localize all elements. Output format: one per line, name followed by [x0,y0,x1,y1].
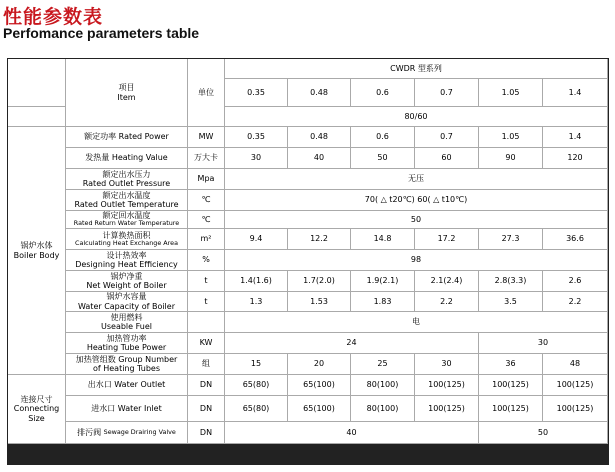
header-unit: 单位 [188,59,225,127]
page-subtitle: Perfomance parameters table [3,25,200,41]
model-cell: 0.48 [288,79,351,107]
unit-cell: % [188,250,225,271]
page-title: 性能参数表 [3,6,104,28]
row-label-tube-power: 加热管功率 Heating Tube Power [66,333,188,354]
model-cell: 0.6 [351,79,415,107]
value-cell: 65(80) [225,375,288,396]
row-label-return-temperature: 额定回水温度 Rated Return Water Temperature [66,211,188,229]
value-cell: 1.53 [288,292,351,312]
value-cell: 15 [225,354,288,375]
row-label-outlet-pressure: 额定出水压力 Rated Outlet Pressure [66,169,188,190]
value-cell: 100(125) [543,396,608,422]
header-extra: 80/60 [225,107,608,127]
unit-cell: DN [188,422,225,444]
model-cell: 1.05 [479,79,543,107]
row-label-drain-valve: 排污阀 Sewage Drairing Valve [66,422,188,444]
group-boiler-body: 锅炉水体 Boiler Body [8,127,66,375]
unit-cell: MW [188,127,225,148]
value-cell: 100(125) [543,375,608,396]
header-blank [8,59,66,107]
unit-cell: 万大卡 [188,148,225,169]
row-label-rated-power: 额定功率 Rated Power [66,127,188,148]
group-connecting-size: 连接尺寸 Connecting Size [8,375,66,444]
value-cell: 40 [225,422,479,444]
unit-cell: t [188,271,225,292]
value-cell: 3.5 [479,292,543,312]
value-cell: 2.8(3.3) [479,271,543,292]
value-cell: 12.2 [288,229,351,250]
value-cell: 9.4 [225,229,288,250]
parameters-table [7,58,609,465]
value-cell: 65(80) [225,396,288,422]
value-cell: 电 [225,312,608,333]
value-cell: 90 [479,148,543,169]
value-cell: 0.35 [225,127,288,148]
value-cell: 36.6 [543,229,608,250]
value-cell: 100(125) [479,375,543,396]
value-cell: 80(100) [351,375,415,396]
unit-cell: ℃ [188,211,225,229]
value-cell: 1.9(2.1) [351,271,415,292]
value-cell: 60 [415,148,479,169]
value-cell: 100(125) [415,396,479,422]
value-cell: 50 [225,211,608,229]
value-cell: 2.1(2.4) [415,271,479,292]
value-cell: 70( △ t20℃) 60( △ t10℃) [225,190,608,211]
value-cell: 36 [479,354,543,375]
value-cell: 65(100) [288,375,351,396]
value-cell: 1.83 [351,292,415,312]
row-label-water-outlet: 出水口 Water Outlet [66,375,188,396]
model-cell: 0.35 [225,79,288,107]
value-cell: 25 [351,354,415,375]
value-cell: 27.3 [479,229,543,250]
value-cell: 24 [225,333,479,354]
row-label-fuel: 使用燃料 Useable Fuel [66,312,188,333]
value-cell: 0.6 [351,127,415,148]
row-label-tube-number: 加热管组数 Group Number of Heating Tubes [66,354,188,375]
unit-cell: t [188,292,225,312]
header-blank [8,107,66,127]
value-cell: 无压 [225,169,608,190]
row-label-exchange-area: 计算换热面积 Calculating Heat Exchange Area [66,229,188,250]
value-cell: 100(125) [479,396,543,422]
value-cell: 100(125) [415,375,479,396]
row-label-heating-value: 发热量 Heating Value [66,148,188,169]
value-cell: 80(100) [351,396,415,422]
value-cell: 14.8 [351,229,415,250]
value-cell: 120 [543,148,608,169]
unit-cell: m² [188,229,225,250]
value-cell: 1.7(2.0) [288,271,351,292]
value-cell: 30 [479,333,608,354]
unit-cell: 组 [188,354,225,375]
value-cell: 30 [225,148,288,169]
value-cell: 0.7 [415,127,479,148]
value-cell: 17.2 [415,229,479,250]
value-cell: 20 [288,354,351,375]
unit-cell: ℃ [188,190,225,211]
value-cell: 65(100) [288,396,351,422]
value-cell: 1.05 [479,127,543,148]
row-label-water-capacity: 锅炉水容量 Water Capacity of Boiler [66,292,188,312]
value-cell: 0.48 [288,127,351,148]
unit-cell: DN [188,396,225,422]
unit-cell: Mpa [188,169,225,190]
row-label-net-weight: 锅炉净重 Net Weight of Boiler [66,271,188,292]
value-cell: 40 [288,148,351,169]
value-cell: 2.6 [543,271,608,292]
unit-cell: KW [188,333,225,354]
unit-cell [188,312,225,333]
model-cell: 0.7 [415,79,479,107]
model-cell: 1.4 [543,79,608,107]
value-cell: 50 [351,148,415,169]
unit-cell: DN [188,375,225,396]
row-label-efficiency: 设计热效率 Designing Heat Efficiency [66,250,188,271]
value-cell: 1.4 [543,127,608,148]
value-cell: 98 [225,250,608,271]
row-label-water-inlet: 进水口 Water Inlet [66,396,188,422]
value-cell: 1.4(1.6) [225,271,288,292]
value-cell: 50 [479,422,608,444]
header-item: 项目 Item [66,59,188,127]
row-label-outlet-temperature: 额定出水温度 Rated Outlet Temperature [66,190,188,211]
value-cell: 48 [543,354,608,375]
header-series: CWDR 型系列 [225,59,608,79]
value-cell: 2.2 [543,292,608,312]
value-cell: 1.3 [225,292,288,312]
value-cell: 30 [415,354,479,375]
value-cell: 2.2 [415,292,479,312]
